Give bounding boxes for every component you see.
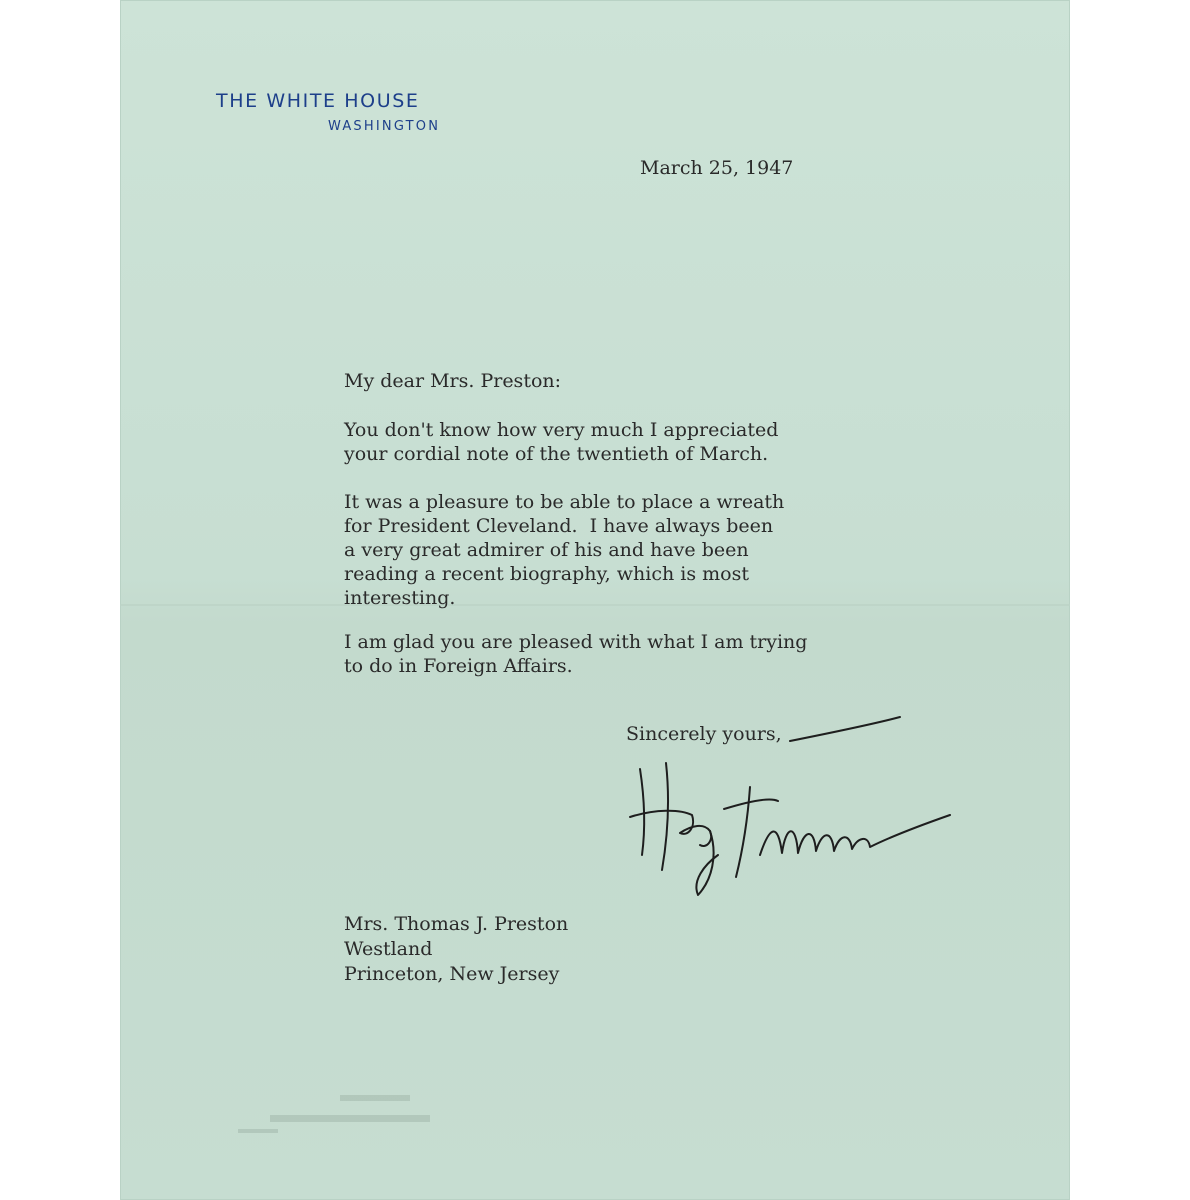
- paragraph-line: your cordial note of the twentieth of March.: [344, 443, 769, 465]
- paragraph-1: [344, 418, 778, 466]
- address-line: Westland: [344, 938, 433, 960]
- paragraph-2: [344, 490, 784, 610]
- paragraph-line: It was a pleasure to be able to place a wreath: [344, 491, 785, 513]
- address-line: Princeton, New Jersey: [344, 963, 560, 985]
- address-line: Mrs. Thomas J. Preston: [344, 913, 569, 935]
- paragraph-line: for President Cleveland. I have always been: [344, 515, 774, 537]
- handwritten-signature: [600, 705, 960, 905]
- letter-date: March 25, 1947: [640, 157, 794, 179]
- salutation: My dear Mrs. Preston:: [344, 370, 562, 392]
- paragraph-line: You don't know how very much I appreciated: [344, 419, 779, 441]
- letterhead-city: WASHINGTON: [328, 119, 441, 134]
- paragraph-line: interesting.: [344, 587, 456, 609]
- faint-show-through-marks: [230, 1085, 470, 1145]
- paragraph-3: [344, 630, 807, 678]
- paragraph-line: a very great admirer of his and have been: [344, 539, 749, 561]
- paragraph-line: reading a recent biography, which is most: [344, 563, 749, 585]
- paragraph-line: I am glad you are pleased with what I am trying: [344, 631, 808, 653]
- letterhead-title: THE WHITE HOUSE: [216, 90, 420, 112]
- closing: Sincerely yours,: [626, 723, 782, 745]
- letter-page: [120, 0, 1070, 1200]
- recipient-address: [344, 912, 568, 987]
- paragraph-line: to do in Foreign Affairs.: [344, 655, 573, 677]
